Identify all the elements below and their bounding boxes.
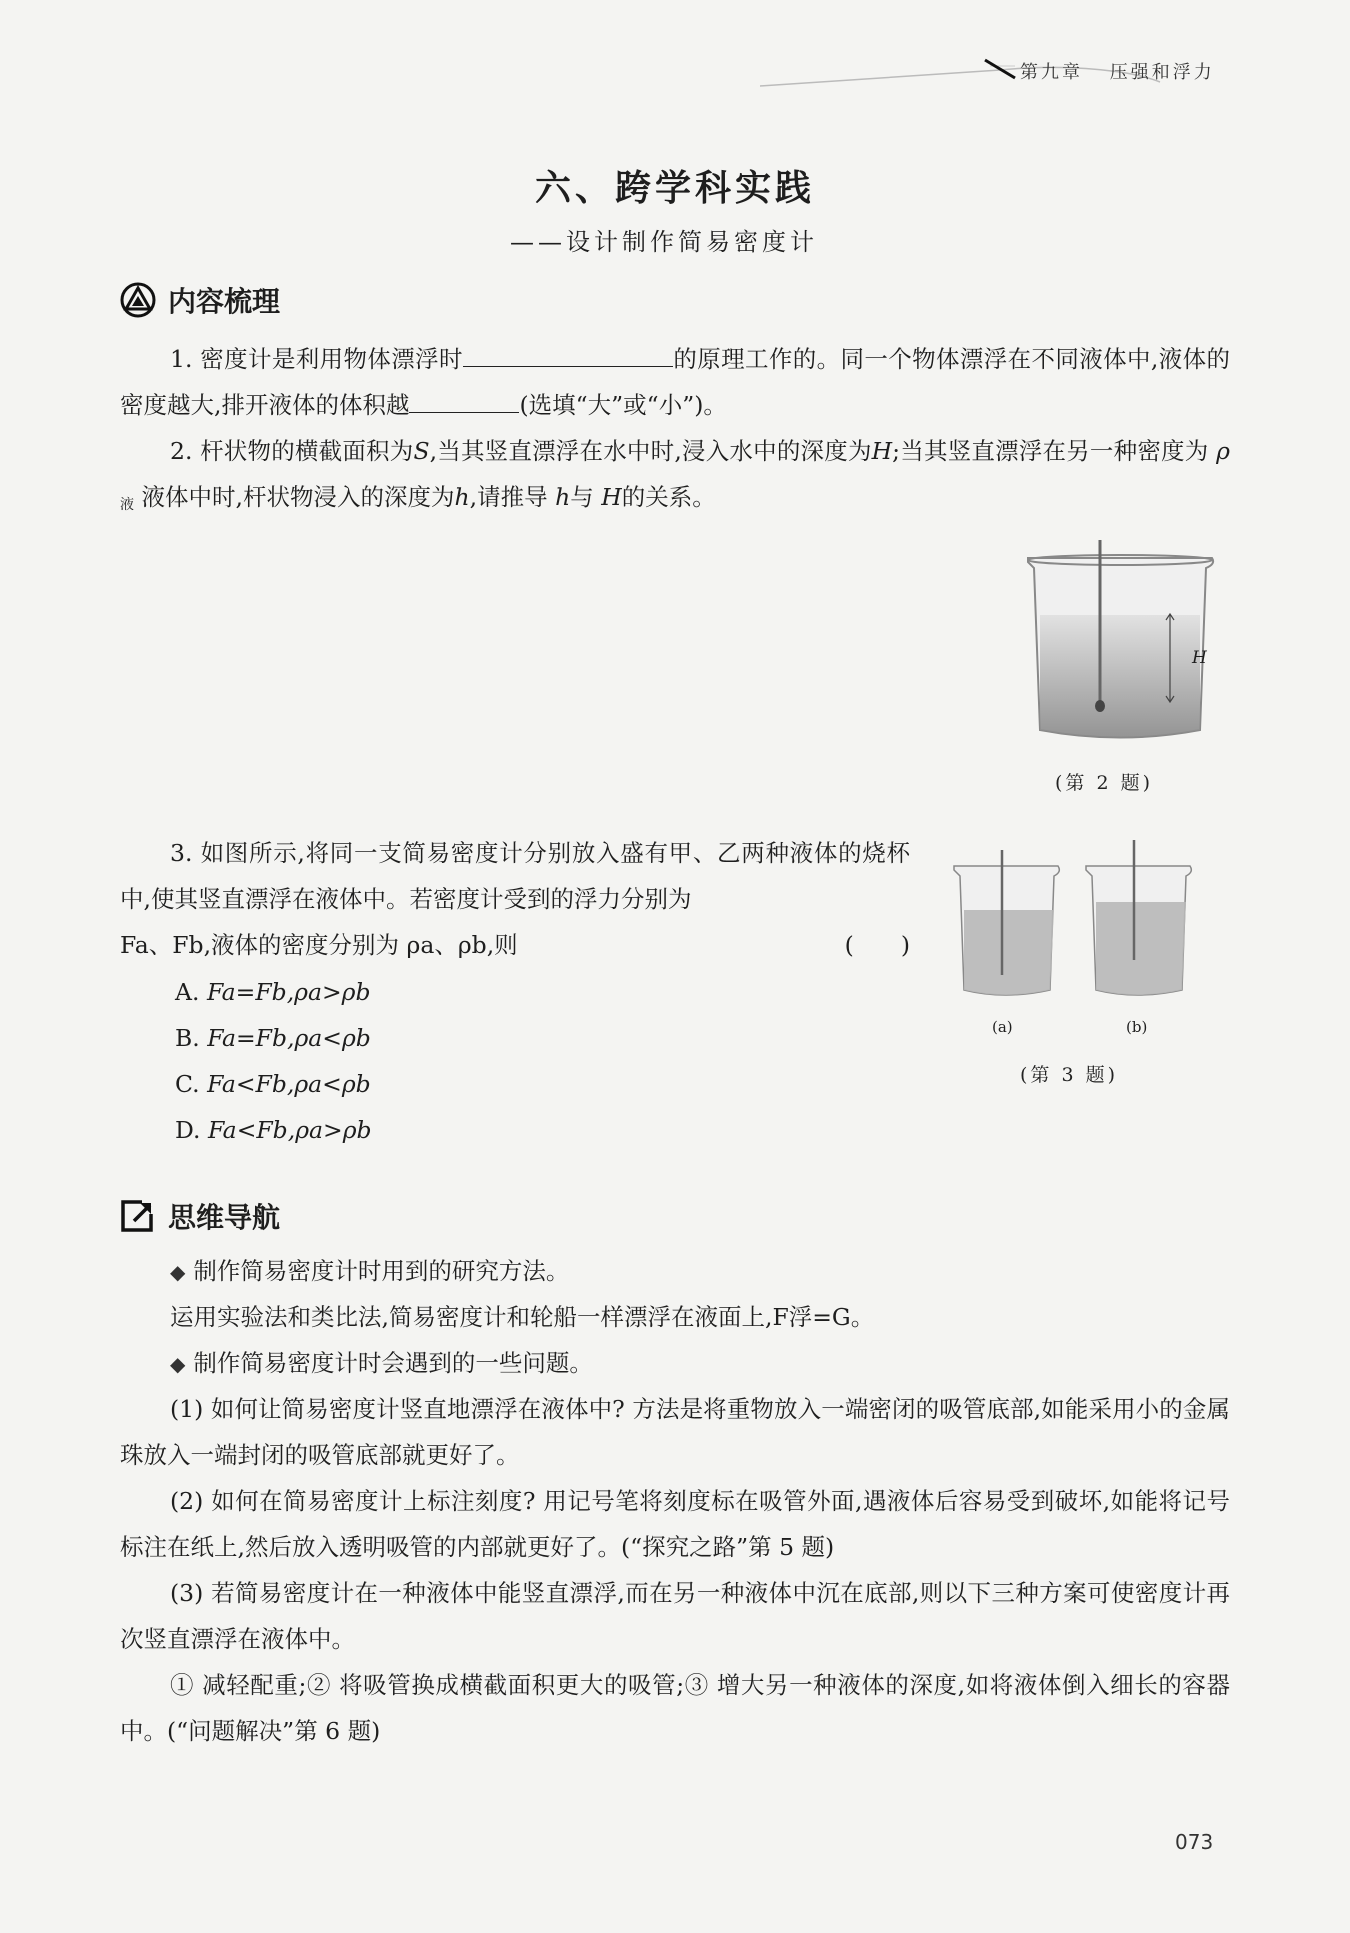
section-title: 内容梳理	[168, 285, 281, 318]
nav-paragraph-4: (3) 若简易密度计在一种液体中能竖直漂浮,而在另一种液体中沉在底部,则以下三种方案可使密度计再次竖直漂浮在液体中。	[120, 1579, 1230, 1653]
chapter-topic: 压强和浮力	[1109, 62, 1215, 83]
question-1: 1. 密度计是利用物体漂浮时 的原理工作的。同一个物体漂浮在不同液体中,液体的密度越大,排开液体的体积越 (选填“大”或“小”)。	[120, 336, 1230, 428]
page-number: 073	[1175, 1830, 1214, 1854]
option-d[interactable]: D. Fa<Fb,ρa>ρb	[175, 1116, 372, 1144]
option-b[interactable]: B. Fa=Fb,ρa<ρb	[175, 1024, 371, 1052]
beaker-label-a: (a)	[992, 1018, 1013, 1036]
chapter-number: 第九章	[1020, 62, 1083, 83]
diamond-bullet-icon: ◆	[170, 1352, 186, 1376]
nav-paragraph-5: ① 减轻配重;② 将吸管换成横截面积更大的吸管;③ 增大另一种液体的深度,如将液体倒入细长的容器中。(“问题解决”第 6 题)	[120, 1671, 1230, 1745]
figure-beaker-q2	[1020, 540, 1220, 754]
nav-paragraph-1: 运用实验法和类比法,简易密度计和轮船一样漂浮在液面上,F浮=G。	[170, 1303, 875, 1331]
section-thinking-nav	[120, 1196, 280, 1236]
diamond-bullet-icon: ◆	[170, 1260, 186, 1284]
nav-paragraph-2: (1) 如何让简易密度计竖直地漂浮在液体中? 方法是将重物放入一端密闭的吸管底部,如能采用小的金属珠放入一端封闭的吸管底部就更好了。	[120, 1395, 1230, 1469]
nav-bullet-1: ◆ 制作简易密度计时用到的研究方法。	[170, 1257, 570, 1285]
page-subtitle: ——设计制作简易密度计	[510, 228, 818, 256]
arrow-box-icon	[120, 1199, 156, 1233]
question-3-stem-2: Fa、Fb,液体的密度分别为 ρa、ρb,则 ( )	[120, 922, 910, 968]
figure-beakers-q3	[950, 840, 1200, 1036]
chapter-header	[1020, 58, 1215, 84]
depth-label-H: H	[1192, 648, 1207, 668]
figure-caption-q3: (第 3 题)	[1020, 1064, 1118, 1086]
answer-blank[interactable]	[409, 388, 519, 413]
answer-blank[interactable]	[463, 342, 673, 367]
question-3: 3. 如图所示,将同一支简易密度计分别放入盛有甲、乙两种液体的烧杯中,使其竖直漂浮在液体中。若密度计受到的浮力分别为	[120, 839, 910, 913]
question-2: 2. 杆状物的横截面积为S,当其竖直漂浮在水中时,浸入水中的深度为H;当其竖直漂浮在另一种密度为 $\rho_液$ 液体中时,杆状物浸入的深度为h,请推导 h与 H的关系。	[120, 437, 1230, 513]
answer-bracket[interactable]: ( )	[844, 931, 910, 959]
nav-paragraph-3: (2) 如何在简易密度计上标注刻度? 用记号笔将刻度标在吸管外面,遇液体后容易受到破坏,如能将记号标注在纸上,然后放入透明吸管的内部就更好了。(“探究之路”第 5 题)	[120, 1487, 1230, 1561]
beaker-label-b: (b)	[1126, 1018, 1148, 1036]
nav-bullet-2: ◆ 制作简易密度计时会遇到的一些问题。	[170, 1349, 593, 1377]
section-content-review	[120, 280, 280, 320]
option-c[interactable]: C. Fa<Fb,ρa<ρb	[175, 1070, 371, 1098]
triangle-circle-icon	[120, 282, 156, 318]
figure-caption-q2: (第 2 题)	[1055, 772, 1153, 794]
section-title: 思维导航	[168, 1201, 281, 1234]
page-title: 六、跨学科实践	[534, 168, 815, 209]
option-a[interactable]: A. Fa=Fb,ρa>ρb	[175, 978, 371, 1006]
